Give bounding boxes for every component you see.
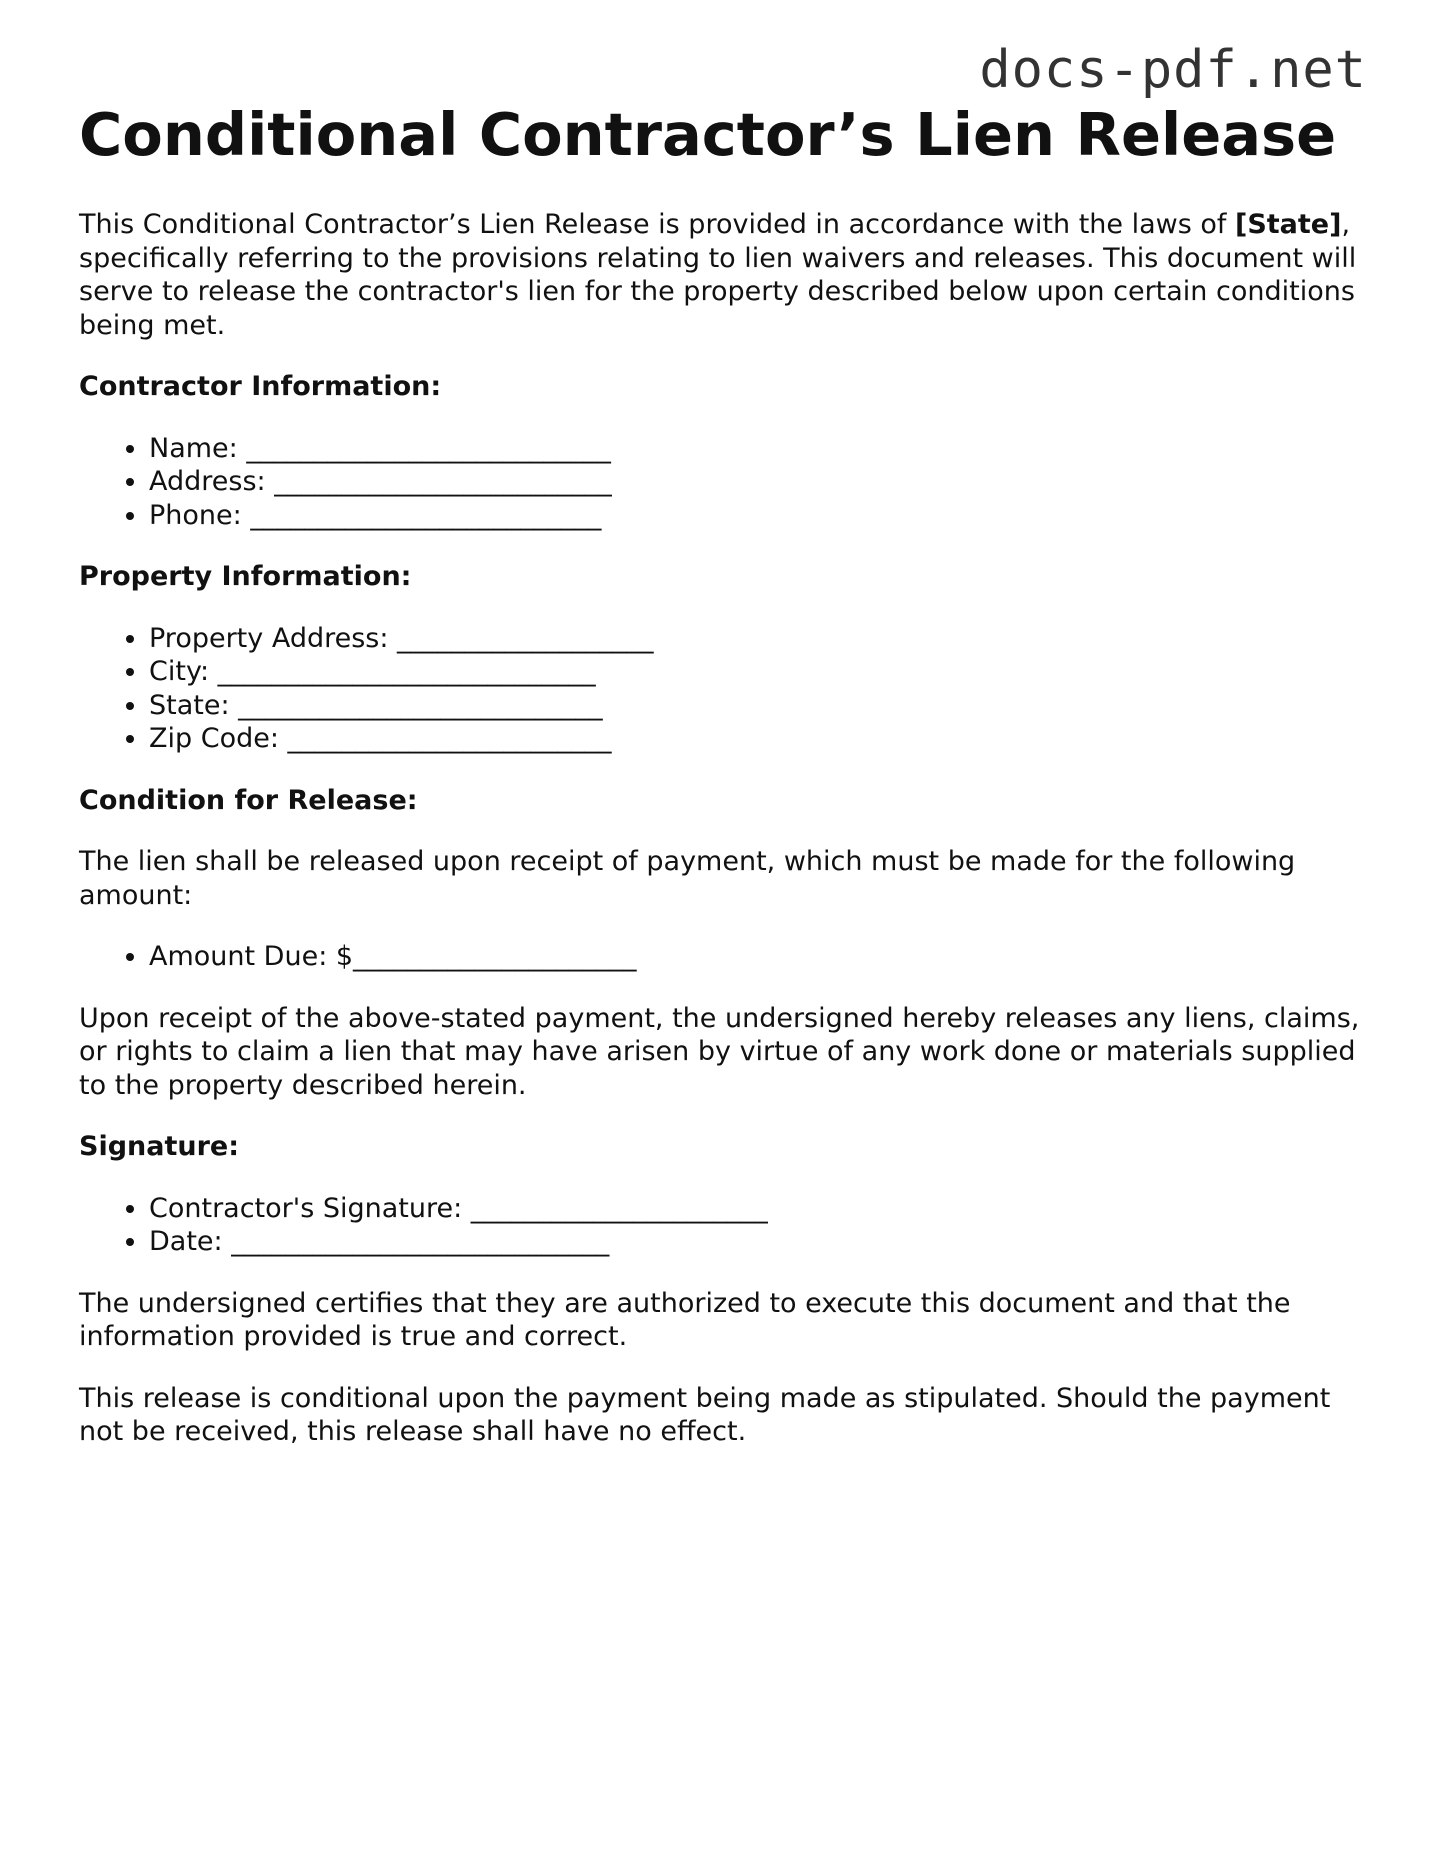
contractor-address-field: • Address: _________________________ — [149, 465, 1369, 499]
intro-text-after: , specifically referring to the provisions relating to lien waivers and releases. This document will serve to release the contractor's lien for the property described below upon certain conditions being met. — [79, 209, 1357, 341]
property-zip-field: • Zip Code: ________________________ — [149, 722, 1369, 756]
intro-paragraph — [79, 208, 1369, 342]
contractor-phone-field: • Phone: __________________________ — [149, 499, 1369, 533]
amount-list — [79, 940, 1369, 974]
condition-paragraph: The lien shall be released upon receipt of payment, which must be made for the following amount: — [79, 846, 1296, 911]
condition-heading: Condition for Release: — [79, 784, 418, 816]
release-paragraph: Upon receipt of the above-stated payment, the undersigned hereby releases any liens, claims, or rights to claim a lien that may have arisen by virtue of any work done or materials supplied to the property described herein. — [79, 1002, 1360, 1101]
intro-text-before: This Conditional Contractor’s Lien Release is provided in accordance with the laws of — [79, 209, 1235, 240]
signature-list — [79, 1192, 1369, 1259]
state-placeholder: [State] — [1234, 209, 1342, 240]
certification-paragraph: The undersigned certifies that they are authorized to execute this document and that the information provided is true and correct. — [79, 1287, 1291, 1352]
property-info-list — [79, 622, 1369, 756]
signature-date-field: • Date: ____________________________ — [149, 1225, 1369, 1259]
document-page — [79, 96, 1369, 1449]
property-info-heading: Property Information: — [79, 561, 412, 592]
amount-due-field: • Amount Due: $_____________________ — [149, 940, 1369, 974]
document-title: Conditional Contractor’s Lien Release — [79, 100, 1337, 169]
property-address-field: • Property Address: ___________________ — [149, 622, 1369, 656]
contractor-signature-field: • Contractor's Signature: ______________________ — [149, 1192, 1369, 1226]
contractor-info-list — [79, 432, 1369, 533]
property-city-field: • City: ____________________________ — [149, 655, 1369, 689]
contractor-info-heading: Contractor Information: — [79, 371, 442, 402]
signature-heading: Signature: — [79, 1131, 240, 1162]
property-state-field: • State: ___________________________ — [149, 689, 1369, 723]
conditional-paragraph: This release is conditional upon the payment being made as stipulated. Should the payment not be received, this release shall have no effect. — [79, 1382, 1331, 1447]
contractor-name-field: • Name: ___________________________ — [149, 432, 1369, 466]
site-watermark: docs-pdf.net — [979, 40, 1367, 100]
